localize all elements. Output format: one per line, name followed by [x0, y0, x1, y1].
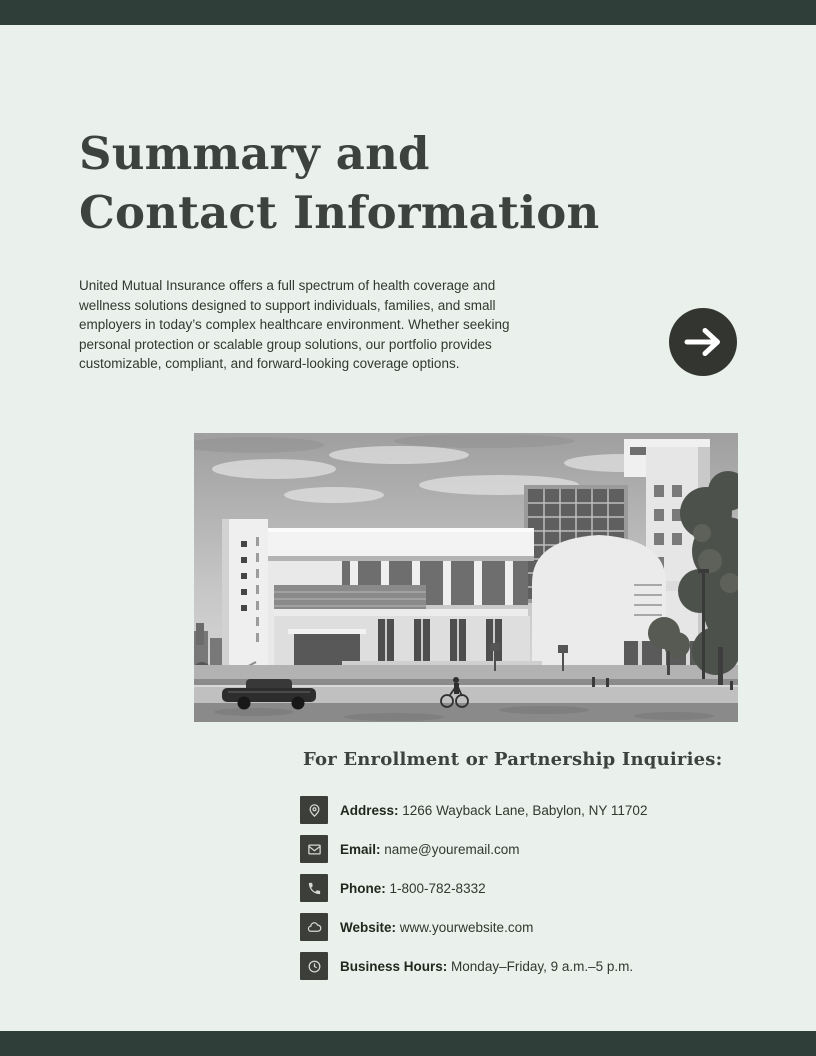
- contact-row-email: [300, 835, 760, 863]
- contact-value: www.yourwebsite.com: [399, 919, 534, 935]
- contact-value: Monday–Friday, 9 a.m.–5 p.m.: [451, 958, 634, 974]
- contact-row-website: [300, 913, 760, 941]
- contact-heading: For Enrollment or Partnership Inquiries:: [303, 749, 723, 770]
- page-title: [79, 124, 599, 242]
- top-border-bar: [0, 0, 816, 25]
- contact-label: Phone:: [340, 880, 386, 896]
- next-arrow-button[interactable]: [669, 308, 737, 376]
- envelope-icon: [300, 835, 328, 863]
- contact-value: name@youremail.com: [384, 841, 520, 857]
- contact-value: 1266 Wayback Lane, Babylon, NY 11702: [402, 802, 648, 818]
- contact-value: 1-800-782-8332: [389, 880, 486, 896]
- phone-icon: [300, 874, 328, 902]
- contact-label: Address:: [340, 802, 399, 818]
- cloud-icon: [300, 913, 328, 941]
- intro-paragraph: United Mutual Insurance offers a full spectrum of health coverage and wellness solutions designed to support individuals, families, and small employers in today’s complex healthcare environment. Whether seeking personal protection or scalable group solutions, our portfolio provides customizable, compliant, and forward-looking coverage options.: [79, 278, 510, 371]
- clock-icon: [300, 952, 328, 980]
- location-pin-icon: [300, 796, 328, 824]
- contact-label: Website:: [340, 919, 397, 935]
- contact-row-address: [300, 796, 760, 824]
- building-photo: [194, 433, 738, 722]
- contact-label: Email:: [340, 841, 381, 857]
- bottom-border-bar: [0, 1031, 816, 1056]
- contact-row-hours: [300, 952, 760, 980]
- contact-label: Business Hours:: [340, 958, 448, 974]
- page-title-line1: Summary and: [79, 127, 430, 180]
- contact-list: [300, 796, 760, 991]
- contact-row-phone: [300, 874, 760, 902]
- arrow-right-icon: [669, 308, 737, 376]
- page-title-line2: Contact Information: [79, 186, 600, 239]
